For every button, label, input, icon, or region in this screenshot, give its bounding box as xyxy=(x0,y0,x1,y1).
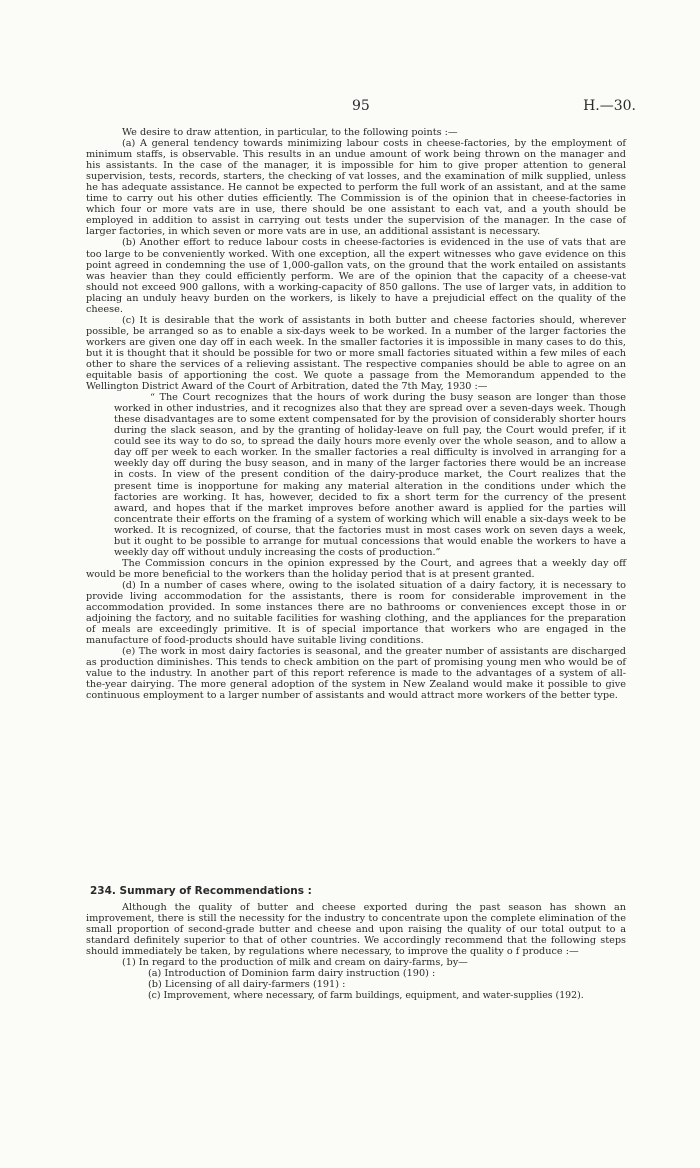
paragraph-b: (b) Another effort to reduce labour costs in cheese-factories is evidenced in the use of vats that are too large to be conveniently worked. With one exception, all the expert witnesses who gave evidence on this point agreed in condemning the use of 1,000-gallon vats, on the ground that the work entailed on assistants was heavier than they could efficiently perform. We are of the opinion that the capacity of a cheese-vat should not exceed 900 gallons, with a working-capacity of 850 gallons. The use of larger vats, in addition to placing an unduly heavy burden on the workers, is likely to have a prejudicial effect on the quality of the cheese. xyxy=(86,237,626,315)
points-section xyxy=(86,127,626,701)
document-reference: H.—30. xyxy=(583,98,636,114)
page-number: 95 xyxy=(352,98,370,114)
recommendation-sub-b: (b) Licensing of all dairy-farmers (191) : xyxy=(148,979,346,991)
paragraph-a: (a) A general tendency towards minimizing labour costs in cheese-factories, by the employment of minimum staffs, is observable. This results in an undue amount of work being thrown on the manager and his assistants. In the case of the manager, it is impossible for him to give proper attention to general supervision, tests, records, starters, the checking of vat losses, and the examination of milk supplied, unless he has adequate assistance. He cannot be expected to perform the full work of an assistant, and at the same time to carry out his other duties efficiently. The Commission is of the opinion that in cheese-factories in which four or more vats are in use, there should be one assistant to each vat, and a youth should be employed in addition to assist in carrying out tests under the supervision of the manager. In the case of larger factories, in which seven or more vats are in use, an additional assistant is necessary. xyxy=(86,138,626,238)
recommendations-section xyxy=(86,902,626,1001)
intro-line: We desire to draw attention, in particular, to the following points :— xyxy=(122,127,458,138)
paragraph-e: (e) The work in most dairy factories is seasonal, and the greater number of assistants are discharged as production diminishes. This tends to check ambition on the part of promising young men who would be of value to the industry. In another part of this report reference is made to the advantages of a system of all-the-year dairying. The more general adoption of the system in New Zealand would make it possible to give continuous employment to a larger number of assistants and would attract more workers of the better type. xyxy=(86,646,626,702)
recommendation-item-1: (1) In regard to the production of milk and cream on dairy-farms, by— xyxy=(122,957,468,969)
paragraph-c: (c) It is desirable that the work of assistants in both butter and cheese factories should, wherever possible, be arranged so as to enable a six-days week to be worked. In a number of the larger factories the workers are given one day off in each week. In the smaller factories it is impossible in many cases to do this, but it is thought that it should be possible for two or more small factories situated within a few miles of each other to share the services of a relieving assistant. The respective companies should be able to agree on an equitable basis of apportioning the cost. We quote a passage from the Memorandum appended to the Wellington District Award of the Court of Arbitration, dated the 7th May, 1930 :— xyxy=(86,314,626,393)
recommendation-sub-a: (a) Introduction of Dominion farm dairy instruction (190) : xyxy=(148,968,436,980)
recommendations-intro: Although the quality of butter and cheese exported during the past season has shown an improvement, there is still the necessity for the industry to concentrate upon the complete elimination of the small proportion of second-grade butter and cheese and upon raising the quality of our total output to a standard definitely superior to that of other countries. We accordingly recommend that the following steps should immediately be taken, by regulations where necessary, to improve the quality o f produce :— xyxy=(86,902,626,958)
commission-concurs: The Commission concurs in the opinion expressed by the Court, and agrees that a weekly day off would be more beneficial to the workers than the holiday period that is at present granted. xyxy=(86,557,626,580)
recommendation-sub-c: (c) Improvement, where necessary, of farm buildings, equipment, and water-supplies (192). xyxy=(148,990,584,1002)
section-heading: 234. Summary of Recommendations : xyxy=(90,885,312,897)
paragraph-d: (d) In a number of cases where, owing to the isolated situation of a dairy factory, it is necessary to provide living accommodation for the assistants, there is room for considerable improvement in the accommodation provided. In some instances there are no bathrooms or conveniences except those in or adjoining the factory, and no suitable facilities for washing clothing, and the appliances for the preparation of meals are exceedingly primitive. It is of special importance that workers who are engaged in the manufacture of food-products should have suitable living conditions. xyxy=(86,579,626,647)
court-quotation: “ The Court recognizes that the hours of work during the busy season are longer than those worked in other industries, and it recognizes also that they are spread over a seven-days week. Though these disadvantages are to some extent compensated for by the provision of considerably shorter hours during the slack season, and by the granting of holiday-leave on full pay, the Court would prefer, if it could see its way to do so, to spread the daily hours more evenly over the whole season, and to allow a day off per week to each worker. In the smaller factories a real difficulty is involved in arranging for a weekly day off during the busy season, and in many of the larger factories there would be an increase in costs. In view of the present condition of the dairy-produce market, the Court realizes that the present time is inopportune for making any material alteration in the conditions under which the factories are working. It has, however, decided to fix a short term for the currency of the present award, and hopes that if the market improves before another award is applied for the parties will concentrate their efforts on the framing of a system of working which will enable a six-days week to be worked. It is recognized, of course, that the factories must in most cases work on seven days a week, but it ought to be possible to arrange for mutual concessions that would enable the workers to have a weekly day off without unduly increasing the costs of production.” xyxy=(114,392,626,558)
